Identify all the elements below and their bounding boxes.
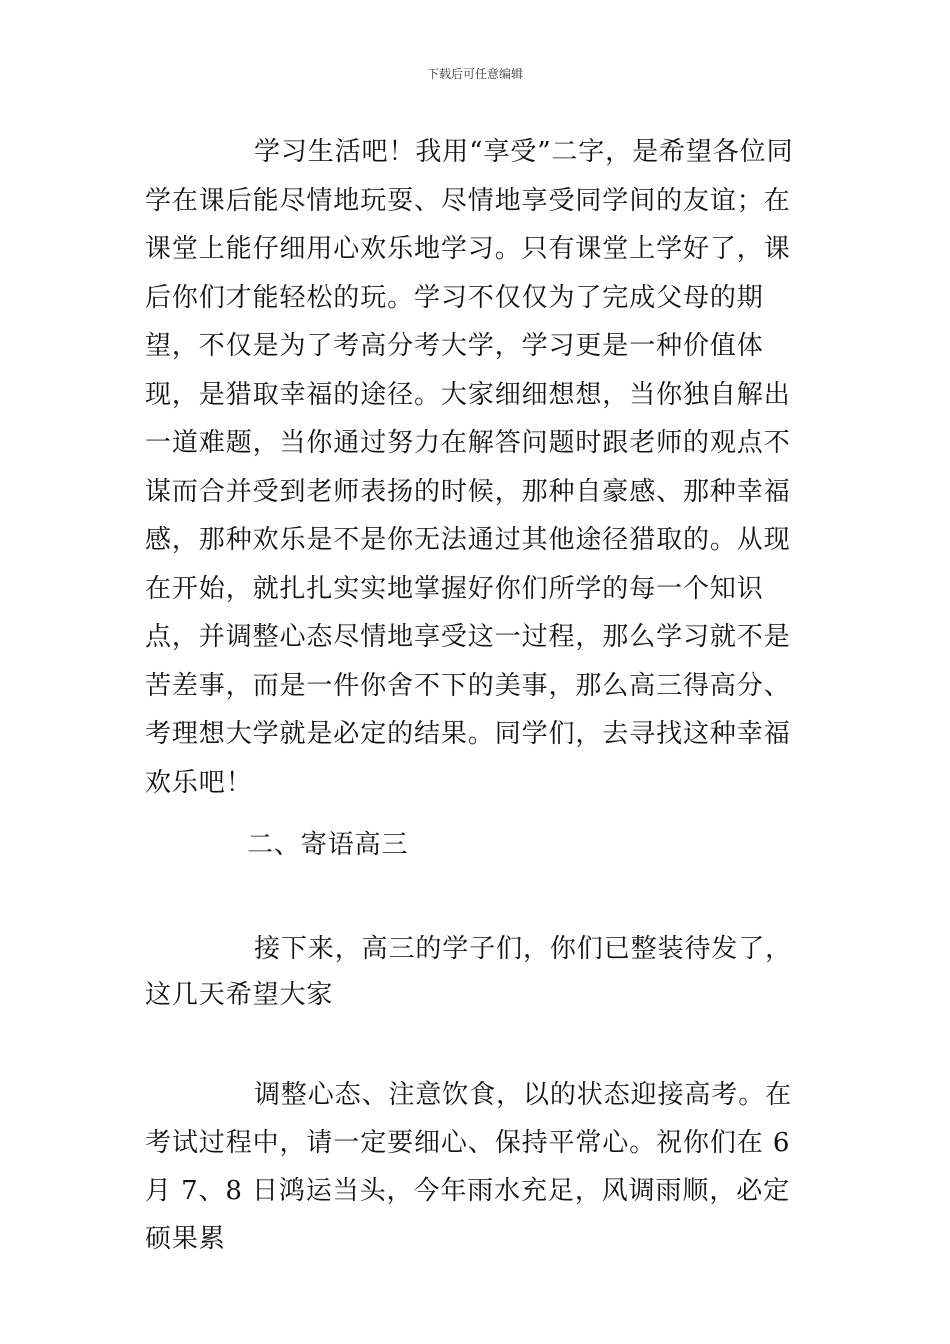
body-paragraph-1: 学习生活吧！我用“享受”二字，是希望各位同学在课后能尽情地玩耍、尽情地享受同学间的友谊；在课堂上能仔细用心欢乐地学习。只有课堂上学好了，课后你们才能轻松的玩。学习不仅仅为了完成父母的期望，不仅是为了考高分考大学，学习更是一种价值体现，是猎取幸福的途径。大家细细想想，当你独自解出一道难题，当你通过努力在解答问题时跟老师的观点不谋而合并受到老师表扬的时候，那种自豪感、那种幸福感，那种欢乐是不是你无法通过其他途径猎取的。从现在开始，就扎扎实实地掌握好你们所学的每一个知识点，并调整心态尽情地享受这一过程，那么学习就不是苦差事，而是一件你舍不下的美事，那么高三得高分、考理想大学就是必定的结果。同学们，去寻找这种幸福欢乐吧！ bbox=[145, 137, 794, 798]
page-header: 下载后可任意编辑 bbox=[426, 67, 523, 81]
body-paragraph-3: 调整心态、注意饮食，以的状态迎接高考。在考试过程中，请一定要细心、保持平常心。祝你们在 6 月 7、8 日鸿运当头，今年雨水充足，风调雨顺，必定硕果累 bbox=[145, 1080, 793, 1254]
section-heading: 二、寄语高三 bbox=[247, 830, 409, 860]
body-paragraph-2: 接下来，高三的学子们，你们已整装待发了，这几天希望大家 bbox=[145, 934, 793, 1010]
